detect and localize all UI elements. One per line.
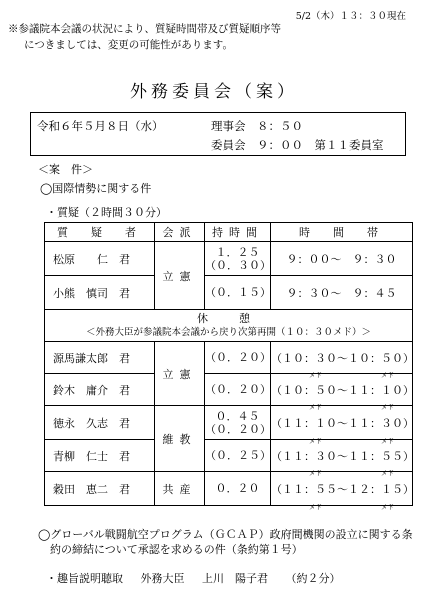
table-row: [45, 342, 413, 374]
allotted-time: （０．１５）: [205, 276, 271, 310]
time-slot-text: （１１：１０～１１：３０）: [271, 416, 414, 430]
med-end-label: メド: [381, 403, 394, 411]
questioner-name: 松原 仁 君: [45, 242, 155, 276]
time-slot-text: ９：３０～ ９：４５: [286, 286, 397, 300]
time-slot: [271, 403, 414, 445]
questioner-name: 徳永 久志 君: [45, 406, 155, 440]
med-start-label: メド: [309, 371, 322, 379]
time-slot-text: ９：００～ ９：３０: [286, 252, 397, 266]
notice: [8, 21, 418, 53]
header-time-slot: 時 間 帯: [271, 223, 413, 242]
agenda-case-2: [38, 527, 418, 557]
recess-title: 休 憩: [197, 311, 260, 325]
header-allotted-time: 持時間: [205, 223, 271, 242]
party-cell: 共産: [155, 472, 205, 506]
time-slot-text: （１１：３０～１１：５５）: [271, 449, 414, 463]
party-cell: 維教: [155, 406, 205, 472]
time-slot-text: （１１：５５～１２：１５）: [271, 482, 414, 496]
board-meeting-time: 理事会 ８：５０: [211, 119, 303, 133]
med-end-label: メド: [381, 469, 394, 477]
time-slot: [271, 469, 414, 511]
allotted-time: １．２５ （０．３０）: [205, 242, 271, 276]
recess-row: [45, 310, 413, 342]
allotted-time: （０．２５）: [205, 440, 271, 472]
header-party: 会派: [155, 223, 205, 242]
agenda-heading: ＜案 件＞: [38, 163, 93, 176]
agenda-case-1: ◯国際情勢に関する件: [40, 182, 152, 195]
med-end-label: メド: [381, 437, 394, 445]
meeting-date: 令和６年５月８日（水）: [37, 119, 164, 133]
time-slot: [271, 342, 414, 379]
allotted-time: （０．２０）: [205, 374, 271, 406]
med-start-label: メド: [309, 403, 322, 411]
allotted-time: （０．２０）: [205, 342, 271, 374]
med-end-label: メド: [381, 371, 394, 379]
timestamp: 5/2（木）１３：３０現在: [295, 11, 406, 22]
med-start-label: メド: [309, 469, 322, 477]
case2-line-1: ◯グローバル戦闘航空プログラム（ＧＣＡＰ）政府間機関の設立に関する条: [38, 528, 413, 541]
party-cell: 立憲: [155, 342, 205, 406]
questioner-name: 青柳 仁士 君: [45, 440, 155, 472]
table-row: [45, 440, 413, 472]
questioner-name: 小熊 慎司 君: [45, 276, 155, 310]
questions-heading: ・質疑（２時間３０分）: [46, 206, 167, 219]
meeting-info-box: [30, 112, 406, 156]
time-slot: [271, 371, 414, 411]
notice-line-2: につきましては、変更の可能性があります。: [24, 39, 233, 51]
table-row: [45, 472, 413, 506]
recess-cell: [45, 310, 413, 342]
committee-meeting-time: 委員会 ９：００ 第１１委員室: [211, 138, 384, 152]
explanation-line: [46, 570, 355, 586]
table-header-row: [45, 223, 413, 242]
questioner-name: 鈴木 庸介 君: [45, 374, 155, 406]
speaker-name: 上川 陽子君: [202, 572, 268, 585]
table-row: [45, 242, 413, 276]
time-slot: [271, 276, 413, 310]
questioner-name: 穀田 恵二 君: [45, 472, 155, 506]
allotted-time: ０．２０: [205, 472, 271, 506]
explanation-label: ・趣旨説明聴取: [46, 572, 123, 585]
time-slot-text: （１０：５０～１１：１０）: [271, 383, 414, 397]
med-start-label: メド: [309, 503, 322, 511]
med-end-label: メド: [381, 503, 394, 511]
header-questioner: 質 疑 者: [45, 223, 155, 242]
table-row: [45, 406, 413, 440]
schedule-table: [44, 222, 414, 511]
recess-note: ＜外務大臣が参議院本会議から戻り次第再開（１０：３０メド）＞: [85, 326, 371, 338]
speaker-role: 外務大臣: [140, 572, 185, 585]
table-row: [45, 374, 413, 406]
notice-line-1: ※参議院本会議の状況により、質疑時間帯及び質疑順序等: [8, 23, 281, 35]
questioner-name: 源馬謙太郎 君: [45, 342, 155, 374]
page-title: 外務委員会（案）: [130, 82, 298, 102]
allotted-time: ０．４５ （０．２０）: [205, 406, 271, 440]
time-slot: [271, 437, 414, 477]
table-row: [45, 276, 413, 310]
time-slot: [271, 242, 413, 276]
time-slot-text: （１０：３０～１０：５０）: [271, 351, 414, 365]
explanation-duration: （約２分）: [285, 572, 341, 585]
party-cell: 立憲: [155, 242, 205, 310]
med-start-label: メド: [309, 437, 322, 445]
case2-line-2: 約の締結について承認を求めるの件（条約第１号）: [50, 543, 303, 556]
